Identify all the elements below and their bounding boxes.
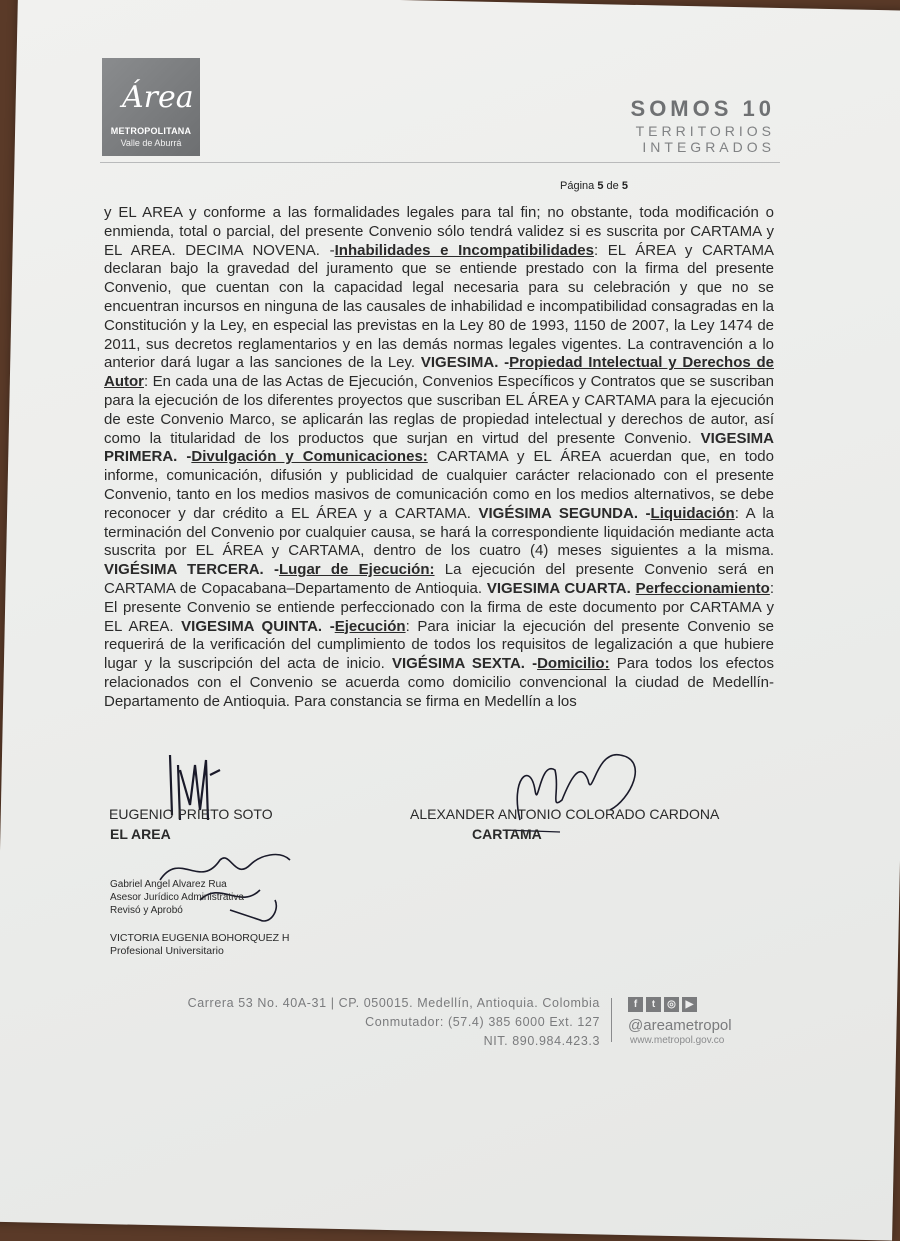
- logo-subtitle-1: METROPOLITANA: [110, 126, 192, 136]
- social-icons: [628, 997, 697, 1012]
- slogan-line-3: INTEGRADOS: [642, 139, 775, 155]
- aux2-title: Profesional Universitario: [110, 945, 224, 957]
- body-segment: CARTAMA y EL ÁREA acuerdan que, en todo informe, comunicación, difusión y publicidad de cualquier carácter relacionado con el presente Convenio, tanto en los medios masivos de comunicación como en los medios alternativos, se debe reconocer y dar crédito a EL ÁREA y a CARTAMA.: [104, 448, 774, 522]
- footer-divider: [611, 998, 612, 1042]
- twitter-icon: t: [646, 997, 661, 1012]
- clause-heading: Divulgación y Comunicaciones:: [191, 448, 428, 466]
- clause-heading: Perfeccionamiento: [635, 579, 770, 597]
- aux1-title: Asesor Jurídico Administrativa: [110, 892, 244, 903]
- left-signer-role: EL AREA: [110, 826, 171, 842]
- clause-number: VIGÉSIMA SEXTA. -: [391, 655, 538, 673]
- right-signer-role: CARTAMA: [472, 826, 542, 842]
- youtube-icon: ▶: [682, 997, 697, 1012]
- slogan-main: SOMOS 10: [630, 96, 775, 121]
- website: www.metropol.gov.co: [630, 1035, 725, 1046]
- clause-number: VIGÉSIMA TERCERA. -: [104, 561, 279, 579]
- aux2-name: VICTORIA EUGENIA BOHORQUEZ H: [110, 932, 290, 944]
- body-segment: Para todos los efectos relacionados con el Convenio se acuerda como domicilio convencional la ciudad de Medellín-Departamento de Antioquia. Para constancia se firma en Medellín a los: [104, 655, 775, 710]
- body-segment: : En cada una de las Actas de Ejecución, Convenios Específicos y Contratos que se suscriban para la ejecución de los diferentes proyectos que suscriban EL ÁREA y CARTAMA para la ejecución de este Convenio Marco, se aplicarán las reglas de propiedad intelectual y derechos de autor, así como la titularidad de los productos que surjan en virtud del presente Convenio.: [104, 373, 774, 447]
- aux2-signer-block: [110, 932, 290, 958]
- clause-heading: Inhabilidades e Incompatibilidades: [334, 241, 594, 259]
- body-segment: La ejecución del presente Convenio será en CARTAMA de Copacabana–Departamento de Antioquia.: [104, 561, 774, 597]
- left-signer-name: EUGENIO PRIETO SOTO: [109, 806, 273, 822]
- clause-number: VIGESIMA CUARTA.: [486, 579, 631, 597]
- footer-nit: NIT. 890.984.423.3: [483, 1034, 600, 1048]
- page-current: 5: [597, 180, 604, 192]
- logo-word: Área: [122, 80, 194, 115]
- clause-number: VIGESIMA PRIMERA. -: [104, 429, 774, 466]
- slogan-line-2: TERRITORIOS: [635, 123, 775, 139]
- page-total: 5: [621, 180, 628, 192]
- clause-heading: Liquidación: [650, 504, 735, 522]
- clause-heading: Domicilio:: [537, 655, 610, 673]
- clause-number: VIGÉSIMA SEGUNDA. -: [478, 504, 651, 522]
- logo-subtitle-2: Valle de Aburrá: [120, 138, 182, 148]
- aux1-action: Revisó y Aprobó: [110, 905, 183, 916]
- page-of: de: [606, 180, 619, 192]
- right-signer-name: ALEXANDER ANTONIO COLORADO CARDONA: [410, 806, 720, 822]
- body-segment: : Para iniciar la ejecución del presente Convenio se requerirá de la verificación del cumplimiento de todos los requisitos de legalización a que hubiere lugar y la suscripción del acta de inicio.: [104, 617, 775, 673]
- social-handle: @areametropol: [628, 1017, 732, 1034]
- aux-signer-block: [110, 878, 244, 917]
- page-number: [560, 180, 720, 192]
- clause-heading: Propiedad Intelectual y Derechos de Autor: [104, 354, 774, 391]
- clause-heading: Lugar de Ejecución:: [278, 561, 435, 579]
- document-body: [104, 204, 774, 712]
- aux1-name: Gabriel Angel Alvarez Rua: [110, 879, 227, 890]
- footer-address-block: [110, 994, 600, 1051]
- body-segment: : El presente Convenio se entiende perfeccionado con la firma de este documento por CARTAMA y EL AREA.: [104, 579, 775, 635]
- footer-phone: Conmutador: (57.4) 385 6000 Ext. 127: [365, 1015, 600, 1029]
- body-segment: : EL ÁREA y CARTAMA declaran bajo la gravedad del juramento que se entiende prestado con la firma del presente Convenio, que cuentan con la capacidad legal necesaria para su celebración y que no se encuentran incursos en ninguna de las causales de inhabilidad e incompatibilidad consagradas en la Constitución y la Ley, en especial las previstas en la Ley 80 de 1993, 1150 de 2007, la Ley 1474 de 2011, sus decretos reglamentarios y en las demás normas legales vigentes. La contravención a lo anterior dará lugar a las sanciones de la Ley.: [104, 241, 775, 372]
- clause-heading: Ejecución: [334, 617, 406, 635]
- area-metropolitana-logo: [102, 58, 200, 156]
- header-divider: [100, 162, 780, 163]
- footer-address: Carrera 53 No. 40A-31 | CP. 050015. Medellín, Antioquia. Colombia: [187, 996, 600, 1010]
- page-label: Página: [560, 180, 595, 192]
- body-segment: y EL AREA y conforme a las formalidades legales para tal fin; no obstante, toda modificación o enmienda, total o parcial, del presente Convenio sólo tendrá validez si es suscrita por CARTAMA y EL AREA. DECIMA NOVENA. -: [104, 204, 774, 259]
- facebook-icon: f: [628, 997, 643, 1012]
- clause-number: VIGESIMA. -: [420, 354, 510, 372]
- clause-number: VIGESIMA QUINTA. -: [181, 617, 335, 635]
- instagram-icon: ◎: [664, 997, 679, 1012]
- body-segment: : A la terminación del Convenio por cualquier causa, se hará la correspondiente liquidación mediante acta suscrita por EL ÁREA y CARTAMA, dentro de los cuatro (4) meses siguientes a la misma.: [104, 504, 775, 560]
